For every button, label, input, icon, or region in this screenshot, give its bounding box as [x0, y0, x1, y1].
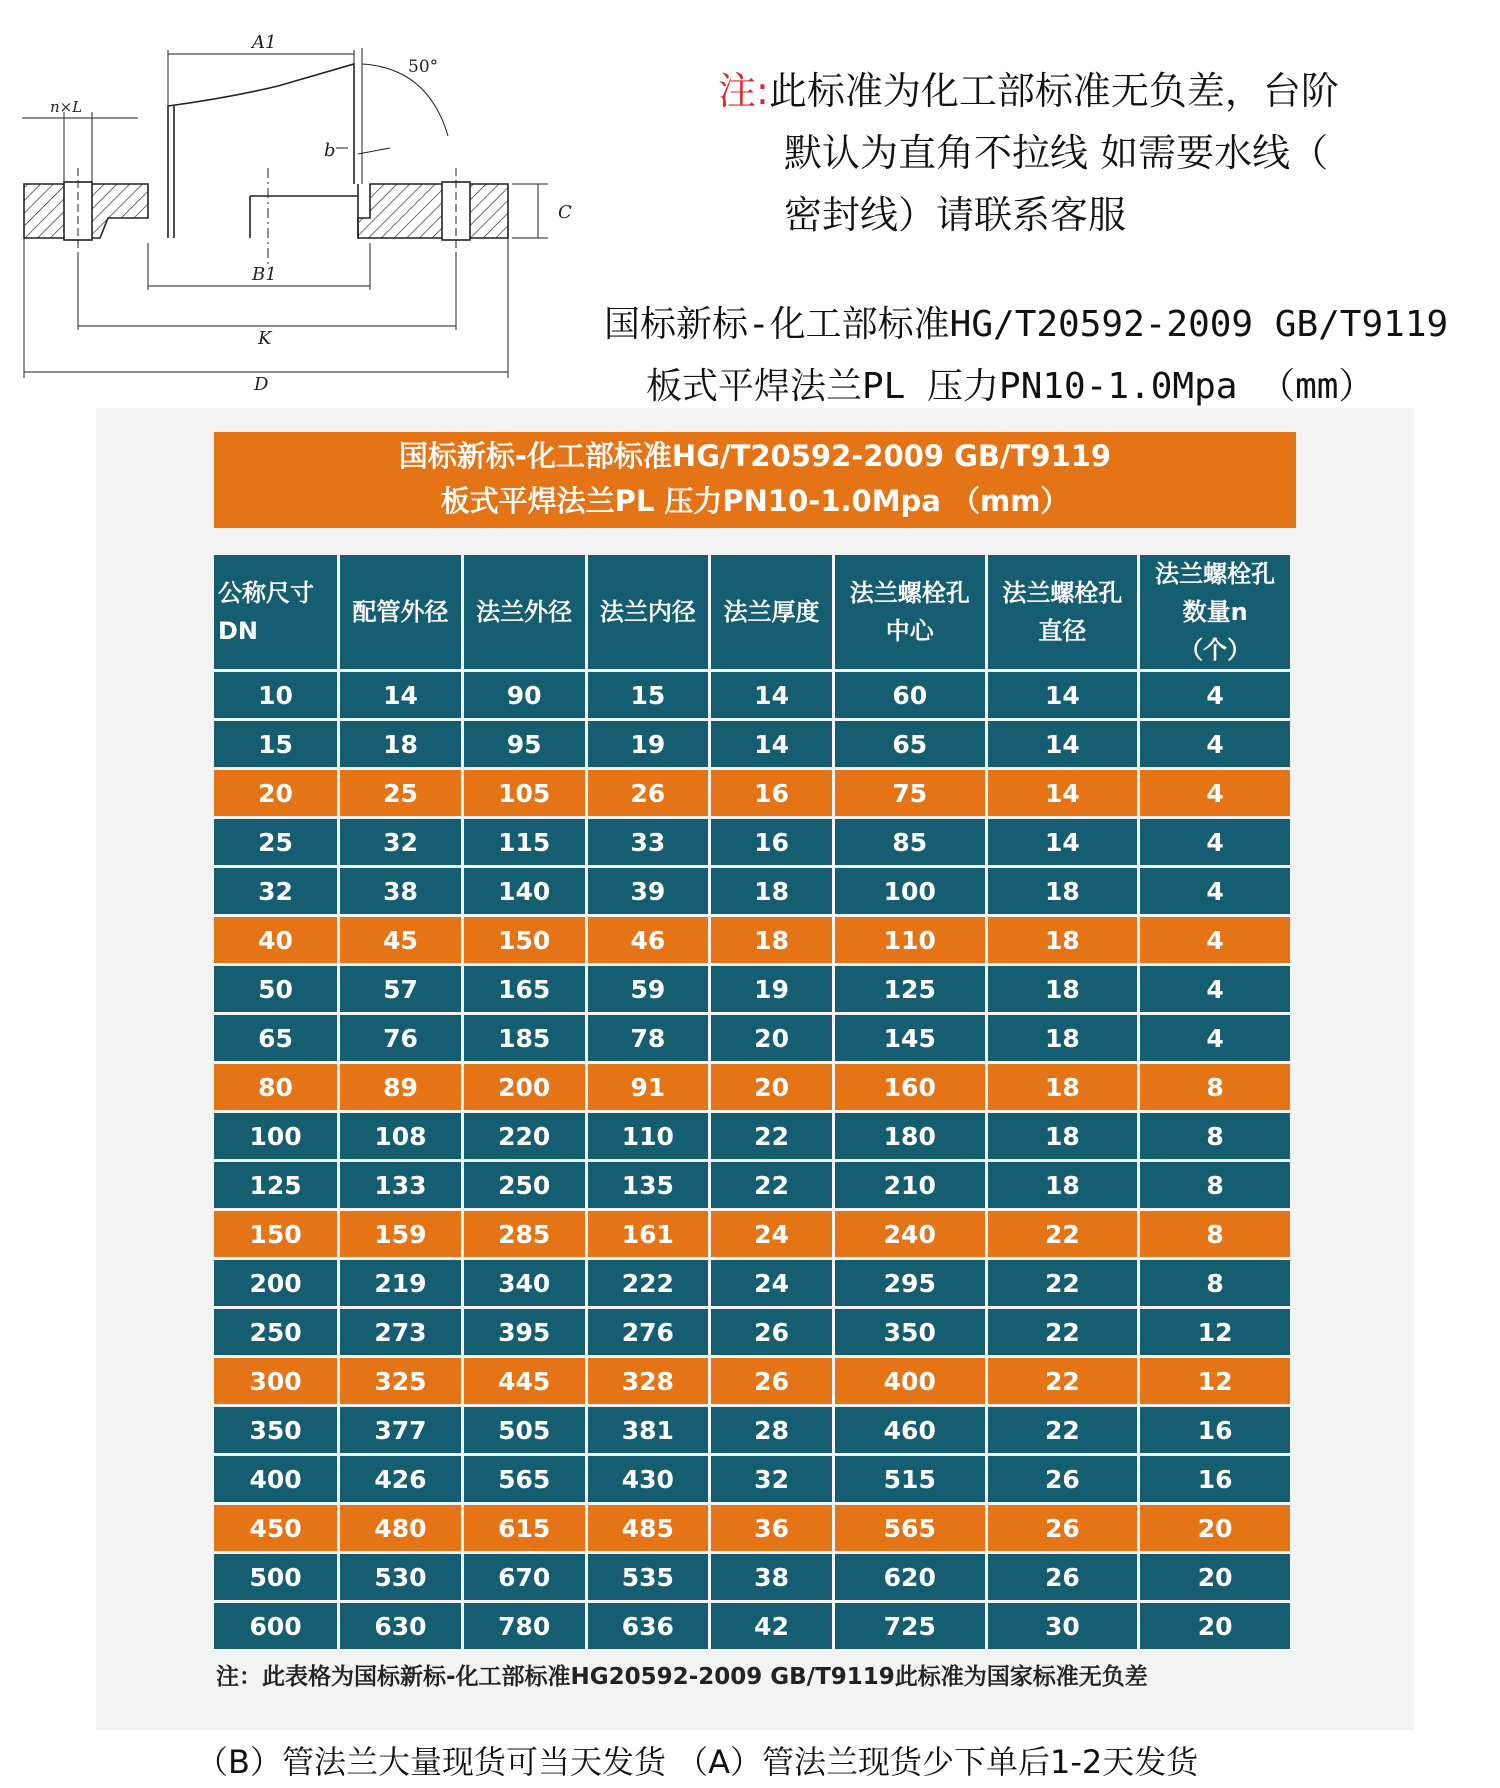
table-cell: 14	[711, 721, 832, 767]
table-cell: 273	[340, 1309, 461, 1355]
table-cell: 59	[588, 966, 709, 1012]
column-header-text: 数量n	[1182, 598, 1248, 626]
table-row	[214, 1407, 1290, 1453]
table-cell: 65	[214, 1015, 337, 1061]
table-cell: 4	[1140, 770, 1290, 816]
table-cell: 26	[988, 1456, 1138, 1502]
table-row	[214, 1162, 1290, 1208]
table-cell: 222	[588, 1260, 709, 1306]
column-header-text: 配管外径	[352, 598, 449, 626]
table-cell: 115	[464, 819, 585, 865]
table-cell: 39	[588, 868, 709, 914]
table-cell: 295	[835, 1260, 985, 1306]
table-cell: 4	[1140, 868, 1290, 914]
table-cell: 8	[1140, 1113, 1290, 1159]
table-cell: 340	[464, 1260, 585, 1306]
table-cell: 57	[340, 966, 461, 1012]
table-cell: 395	[464, 1309, 585, 1355]
table-cell: 45	[340, 917, 461, 963]
table-cell: 535	[588, 1554, 709, 1600]
table-cell: 140	[464, 868, 585, 914]
table-row	[214, 1603, 1290, 1649]
table-cell: 485	[588, 1505, 709, 1551]
table-cell: 14	[988, 721, 1138, 767]
table-cell: 22	[988, 1211, 1138, 1257]
table-cell: 615	[464, 1505, 585, 1551]
table-cell: 430	[588, 1456, 709, 1502]
table-cell: 22	[988, 1407, 1138, 1453]
table-cell: 91	[588, 1064, 709, 1110]
table-cell: 20	[711, 1064, 832, 1110]
column-header-text: 中心	[885, 617, 934, 645]
table-cell: 161	[588, 1211, 709, 1257]
table-cell: 630	[340, 1603, 461, 1649]
dim-label-d: D	[254, 374, 269, 395]
table-cell: 22	[711, 1113, 832, 1159]
table-cell: 32	[711, 1456, 832, 1502]
column-header-text: 公称尺寸	[218, 579, 314, 607]
table-cell: 15	[214, 721, 337, 767]
table-cell: 8	[1140, 1211, 1290, 1257]
table-cell: 135	[588, 1162, 709, 1208]
table-cell: 25	[340, 770, 461, 816]
table-cell: 4	[1140, 672, 1290, 718]
table-cell: 620	[835, 1554, 985, 1600]
table-row	[214, 1554, 1290, 1600]
heading-line-1: 国标新标-化工部标准HG/T20592-2009 GB/T9119	[604, 304, 1449, 345]
table-cell: 670	[464, 1554, 585, 1600]
note-line-2: 默认为直角不拉线 如需要水线（	[784, 131, 1329, 175]
table-cell: 46	[588, 917, 709, 963]
table-footnote: 注：此表格为国标新标-化工部标准HG20592-2009 GB/T9119此标准为国家标准无负差	[216, 1664, 1148, 1690]
table-cell: 14	[988, 819, 1138, 865]
table-cell: 500	[214, 1554, 337, 1600]
table-cell: 160	[835, 1064, 985, 1110]
table-cell: 780	[464, 1603, 585, 1649]
table-cell: 38	[711, 1554, 832, 1600]
table-row	[214, 1358, 1290, 1404]
table-cell: 33	[588, 819, 709, 865]
column-header-text: 法兰外径	[476, 598, 573, 626]
flange-spec-table	[211, 552, 1293, 1652]
table-cell: 100	[835, 868, 985, 914]
table-cell: 4	[1140, 966, 1290, 1012]
table-row	[214, 1015, 1290, 1061]
table-cell: 8	[1140, 1064, 1290, 1110]
table-cell: 38	[340, 868, 461, 914]
table-cell: 185	[464, 1015, 585, 1061]
table-cell: 32	[214, 868, 337, 914]
table-cell: 125	[835, 966, 985, 1012]
table-cell: 180	[835, 1113, 985, 1159]
table-cell: 325	[340, 1358, 461, 1404]
table-cell: 22	[988, 1358, 1138, 1404]
dim-label-b: b	[324, 140, 336, 161]
table-cell: 108	[340, 1113, 461, 1159]
table-row	[214, 819, 1290, 865]
table-cell: 18	[988, 1015, 1138, 1061]
table-cell: 400	[835, 1358, 985, 1404]
table-cell: 20	[1140, 1505, 1290, 1551]
table-cell: 36	[711, 1505, 832, 1551]
table-cell: 30	[988, 1603, 1138, 1649]
table-cell: 133	[340, 1162, 461, 1208]
table-cell: 26	[588, 770, 709, 816]
table-cell: 530	[340, 1554, 461, 1600]
table-cell: 20	[1140, 1603, 1290, 1649]
table-row	[214, 1505, 1290, 1551]
table-cell: 210	[835, 1162, 985, 1208]
table-cell: 15	[588, 672, 709, 718]
table-cell: 22	[711, 1162, 832, 1208]
table-cell: 381	[588, 1407, 709, 1453]
table-cell: 19	[711, 966, 832, 1012]
table-cell: 4	[1140, 1015, 1290, 1061]
column-header-text: 法兰螺栓孔	[1002, 579, 1123, 607]
table-cell: 78	[588, 1015, 709, 1061]
table-cell: 219	[340, 1260, 461, 1306]
table-row	[214, 770, 1290, 816]
table-cell: 328	[588, 1358, 709, 1404]
table-cell: 636	[588, 1603, 709, 1649]
column-header-text: 法兰内径	[599, 598, 696, 626]
dim-label-angle: 50°	[408, 57, 439, 77]
table-row	[214, 721, 1290, 767]
table-cell: 445	[464, 1358, 585, 1404]
table-row	[214, 1309, 1290, 1355]
column-header	[340, 555, 461, 669]
table-row	[214, 1113, 1290, 1159]
column-header-text: DN	[218, 617, 259, 645]
dim-label-nl: n×L	[50, 98, 83, 116]
table-cell: 100	[214, 1113, 337, 1159]
table-cell: 26	[988, 1554, 1138, 1600]
table-cell: 565	[464, 1456, 585, 1502]
table-cell: 85	[835, 819, 985, 865]
table-cell: 18	[988, 1113, 1138, 1159]
table-cell: 8	[1140, 1162, 1290, 1208]
table-cell: 450	[214, 1505, 337, 1551]
table-cell: 565	[835, 1505, 985, 1551]
table-cell: 20	[711, 1015, 832, 1061]
table-cell: 76	[340, 1015, 461, 1061]
table-cell: 25	[214, 819, 337, 865]
table-cell: 95	[464, 721, 585, 767]
flange-cross-section-drawing	[18, 28, 588, 400]
table-row	[214, 1064, 1290, 1110]
table-cell: 12	[1140, 1358, 1290, 1404]
banner-line-1: 国标新标-化工部标准HG/T20592-2009 GB/T9119	[398, 439, 1112, 473]
table-cell: 10	[214, 672, 337, 718]
table-cell: 159	[340, 1211, 461, 1257]
table-cell: 600	[214, 1603, 337, 1649]
table-cell: 145	[835, 1015, 985, 1061]
table-row	[214, 966, 1290, 1012]
column-header	[214, 555, 337, 669]
table-cell: 14	[988, 672, 1138, 718]
table-cell: 426	[340, 1456, 461, 1502]
table-cell: 725	[835, 1603, 985, 1649]
table-cell: 20	[1140, 1554, 1290, 1600]
table-cell: 18	[988, 868, 1138, 914]
table-cell: 26	[711, 1309, 832, 1355]
table-cell: 200	[214, 1260, 337, 1306]
table-cell: 276	[588, 1309, 709, 1355]
note-line-3: 密封线）请联系客服	[784, 193, 1127, 237]
column-header	[711, 555, 832, 669]
table-cell: 460	[835, 1407, 985, 1453]
table-cell: 65	[835, 721, 985, 767]
table-cell: 28	[711, 1407, 832, 1453]
table-cell: 18	[988, 966, 1138, 1012]
table-cell: 60	[835, 672, 985, 718]
table-cell: 18	[340, 721, 461, 767]
table-cell: 350	[835, 1309, 985, 1355]
table-row	[214, 917, 1290, 963]
table-cell: 505	[464, 1407, 585, 1453]
table-cell: 220	[464, 1113, 585, 1159]
column-header	[588, 555, 709, 669]
table-row	[214, 1211, 1290, 1257]
table-cell: 515	[835, 1456, 985, 1502]
table-cell: 80	[214, 1064, 337, 1110]
table-cell: 50	[214, 966, 337, 1012]
table-cell: 18	[711, 917, 832, 963]
dim-label-b1: B1	[252, 264, 277, 285]
table-cell: 18	[988, 1162, 1138, 1208]
table-row	[214, 1456, 1290, 1502]
dim-label-a1: A1	[252, 32, 277, 53]
table-cell: 350	[214, 1407, 337, 1453]
table-cell: 250	[464, 1162, 585, 1208]
column-header	[1140, 555, 1290, 669]
column-header-text: 法兰螺栓孔	[849, 579, 970, 607]
table-cell: 12	[1140, 1309, 1290, 1355]
table-cell: 4	[1140, 721, 1290, 767]
table-cell: 480	[340, 1505, 461, 1551]
table-cell: 150	[214, 1211, 337, 1257]
table-cell: 22	[988, 1260, 1138, 1306]
spec-table-panel	[96, 408, 1414, 1730]
table-cell: 18	[711, 868, 832, 914]
heading-line-2: 板式平焊法兰PL 压力PN10-1.0Mpa （mm）	[646, 366, 1375, 407]
table-cell: 110	[835, 917, 985, 963]
column-header	[988, 555, 1138, 669]
table-cell: 150	[464, 917, 585, 963]
table-cell: 24	[711, 1211, 832, 1257]
table-banner	[214, 432, 1296, 528]
table-cell: 4	[1140, 917, 1290, 963]
column-header-text: 法兰螺栓孔	[1155, 560, 1276, 588]
table-cell: 16	[1140, 1456, 1290, 1502]
table-cell: 22	[988, 1309, 1138, 1355]
table-cell: 240	[835, 1211, 985, 1257]
table-cell: 105	[464, 770, 585, 816]
table-row	[214, 1260, 1290, 1306]
table-cell: 42	[711, 1603, 832, 1649]
note-line-1: 注:此标准为化工部标准无负差，台阶	[718, 69, 1339, 113]
dim-label-k: K	[258, 328, 272, 349]
table-cell: 75	[835, 770, 985, 816]
dim-label-c: C	[558, 202, 572, 223]
note-block	[718, 60, 1478, 246]
table-cell: 377	[340, 1407, 461, 1453]
table-cell: 18	[988, 1064, 1138, 1110]
table-cell: 16	[711, 819, 832, 865]
column-header	[835, 555, 985, 669]
banner-line-2: 板式平焊法兰PL 压力PN10-1.0Mpa （mm）	[440, 484, 1070, 518]
table-cell: 16	[711, 770, 832, 816]
table-cell: 20	[214, 770, 337, 816]
table-cell: 26	[711, 1358, 832, 1404]
table-cell: 90	[464, 672, 585, 718]
table-row	[214, 672, 1290, 718]
table-cell: 40	[214, 917, 337, 963]
column-header-text: 直径	[1038, 617, 1087, 645]
table-cell: 250	[214, 1309, 337, 1355]
table-cell: 125	[214, 1162, 337, 1208]
column-header-text: 法兰厚度	[723, 598, 820, 626]
table-cell: 19	[588, 721, 709, 767]
table-cell: 26	[988, 1505, 1138, 1551]
table-row	[214, 868, 1290, 914]
table-cell: 14	[988, 770, 1138, 816]
table-cell: 89	[340, 1064, 461, 1110]
table-header-row	[214, 555, 1290, 669]
table-cell: 165	[464, 966, 585, 1012]
shipping-note: （B）管法兰大量现货可当天发货 （A）管法兰现货少下单后1-2天发货	[196, 1743, 1199, 1781]
table-cell: 285	[464, 1211, 585, 1257]
table-cell: 200	[464, 1064, 585, 1110]
table-cell: 400	[214, 1456, 337, 1502]
table-cell: 16	[1140, 1407, 1290, 1453]
table-cell: 32	[340, 819, 461, 865]
note-label: 注:	[718, 69, 769, 113]
column-header-text: （个）	[1179, 636, 1252, 664]
table-cell: 14	[711, 672, 832, 718]
table-cell: 24	[711, 1260, 832, 1306]
column-header	[464, 555, 585, 669]
table-cell: 8	[1140, 1260, 1290, 1306]
table-body	[214, 672, 1290, 1649]
table-cell: 18	[988, 917, 1138, 963]
table-cell: 4	[1140, 819, 1290, 865]
table-cell: 14	[340, 672, 461, 718]
table-cell: 110	[588, 1113, 709, 1159]
table-cell: 300	[214, 1358, 337, 1404]
